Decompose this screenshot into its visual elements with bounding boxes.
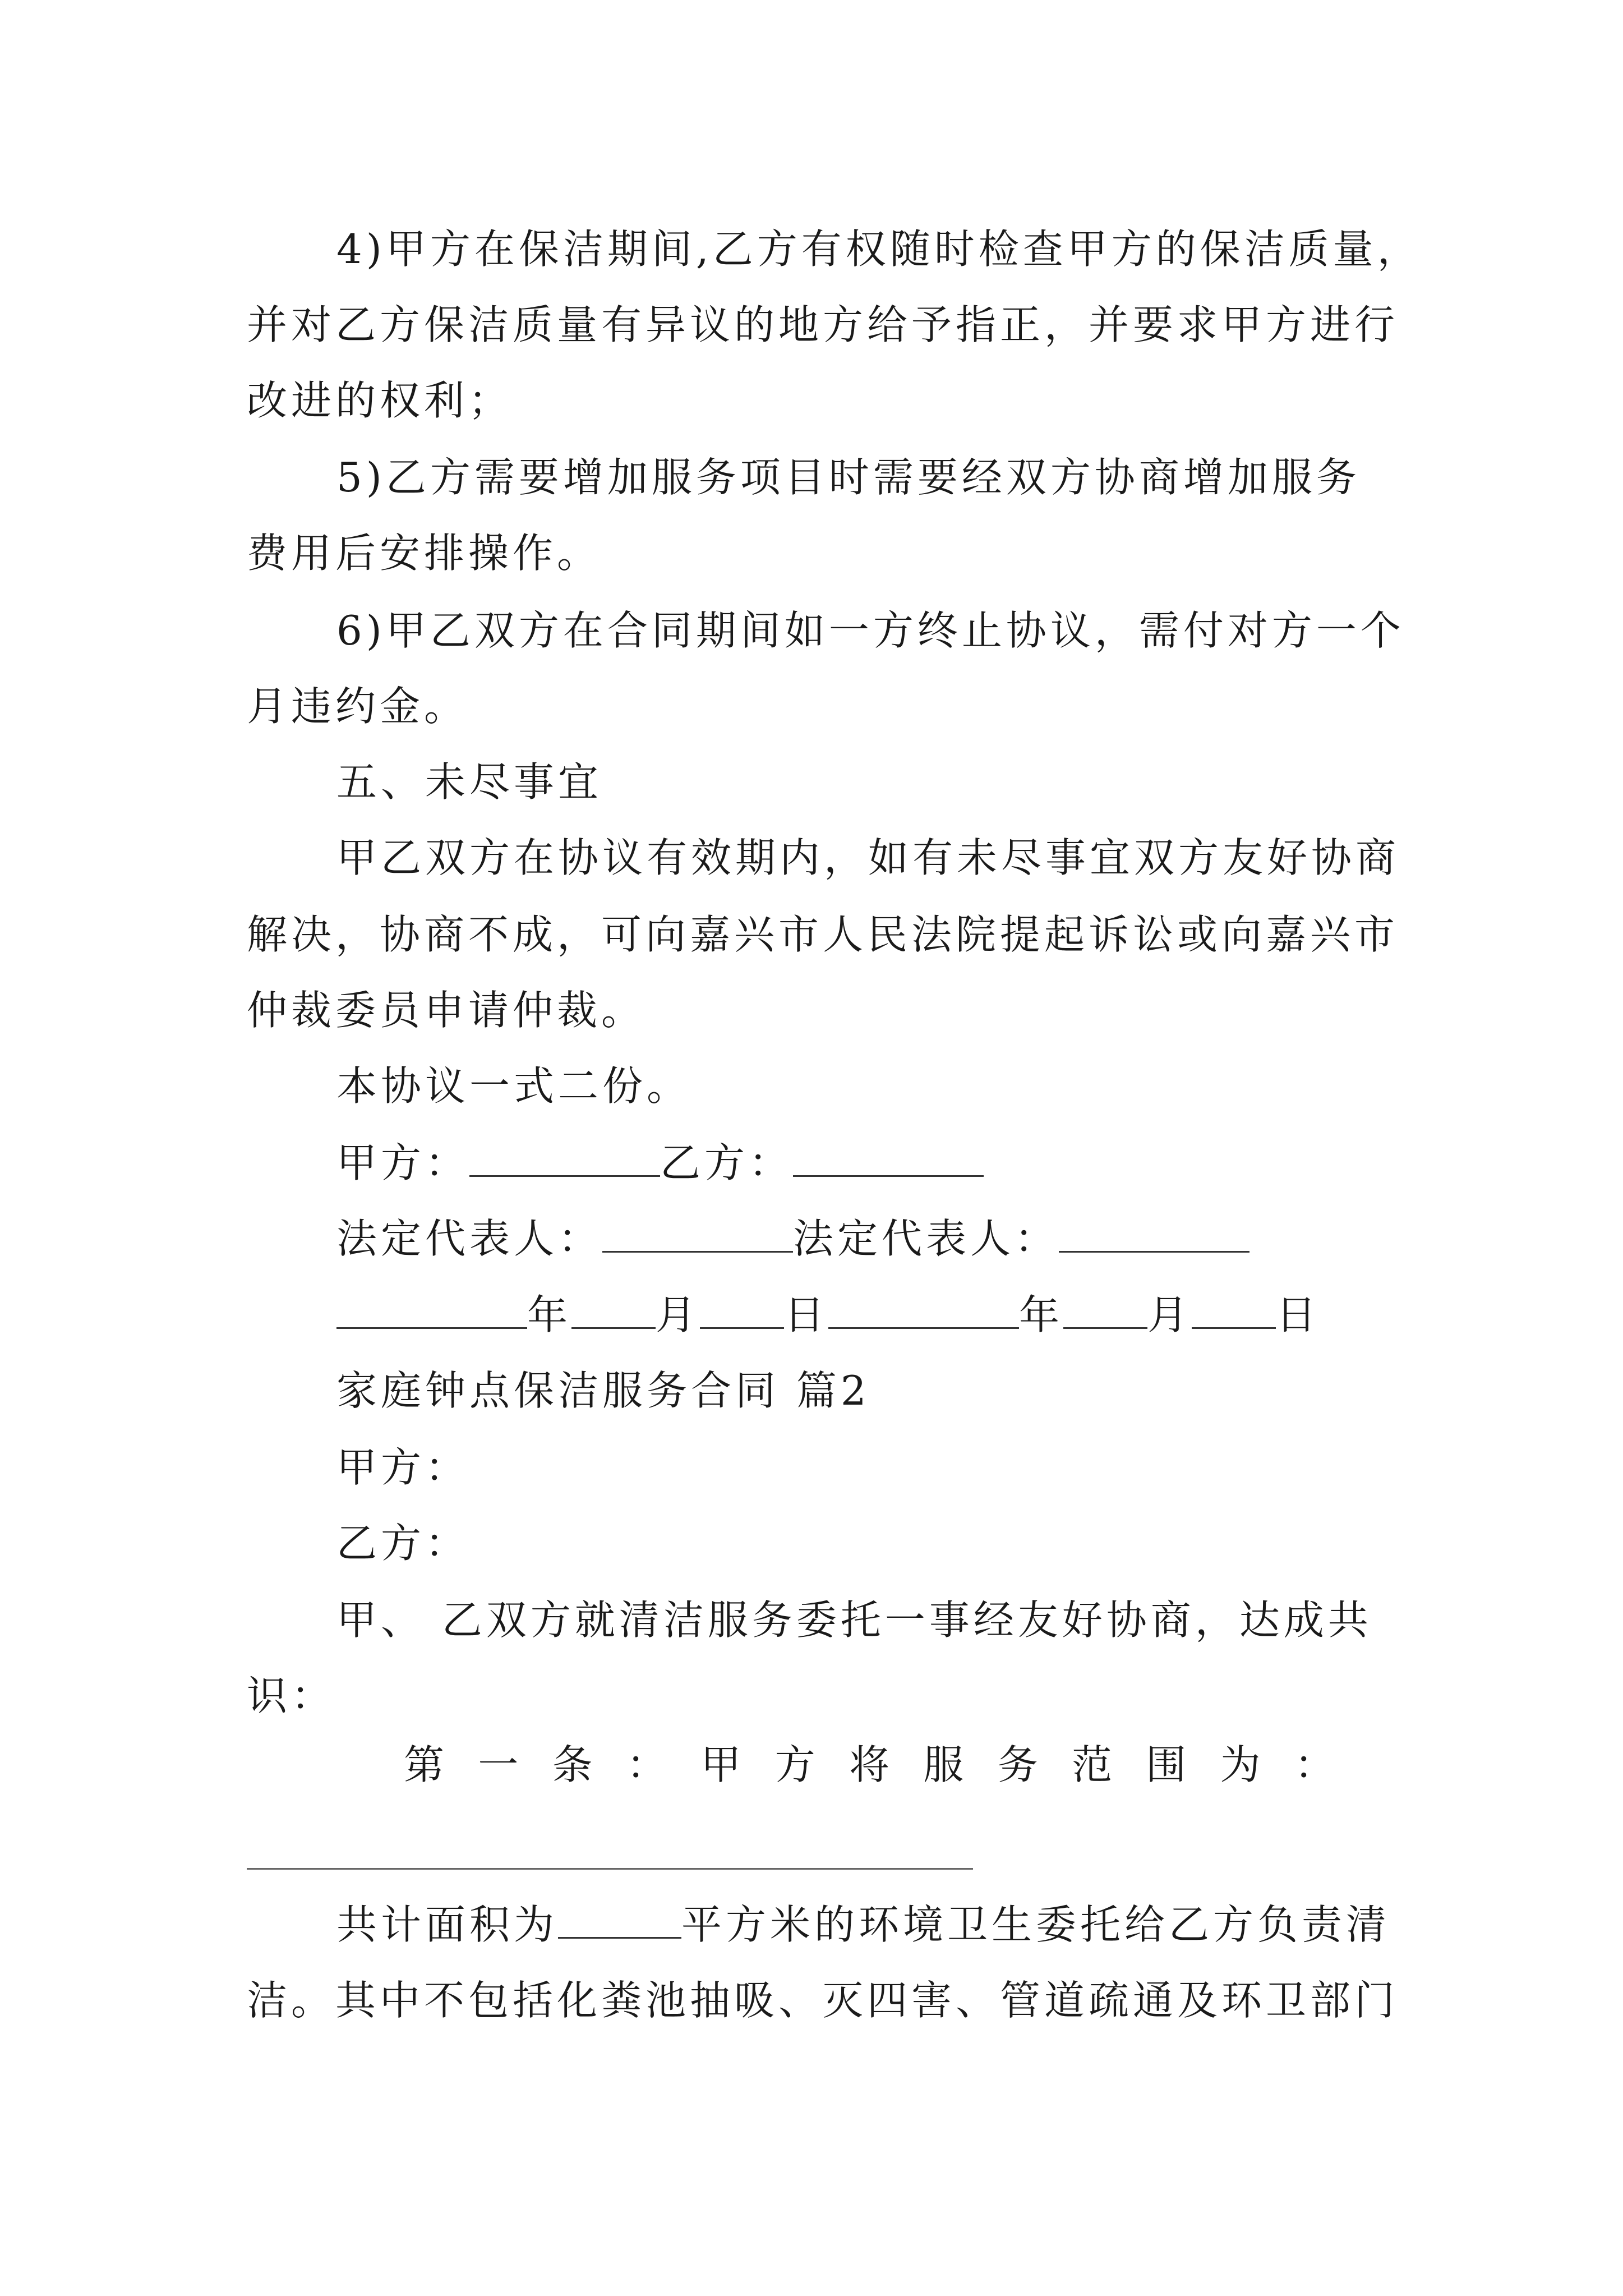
signature-representatives-row: [336, 1215, 1249, 1262]
article-char: 第: [404, 1741, 445, 1788]
article-char: 务: [997, 1741, 1038, 1788]
area-suffix: 平方米的环境卫生委托给乙方负责清: [681, 1901, 1391, 1948]
article-char: 围: [1146, 1741, 1187, 1788]
rep-b-label: 法定代表人：: [793, 1215, 1059, 1262]
section-2-party-a: 甲方：: [336, 1444, 470, 1491]
clause-4-line-1: 4)甲方在保洁期间,乙方有权随时检查甲方的保洁质量，: [336, 226, 1422, 273]
copies-line: 本协议一式二份。: [336, 1062, 691, 1110]
article-char: ：: [1294, 1741, 1335, 1788]
area-blank: [558, 1904, 681, 1939]
consensus-line-2: 识：: [247, 1672, 336, 1719]
day-a-label: 日: [784, 1291, 829, 1338]
month-a-label: 月: [656, 1291, 700, 1338]
year-a-label: 年: [527, 1291, 572, 1338]
disputes-line-3: 仲裁委员申请仲裁。: [247, 987, 646, 1034]
exclusions-line: 洁。其中不包括化粪池抽吸、灭四害、管道疏通及环卫部门: [247, 1977, 1399, 2024]
article-char: 范: [1071, 1741, 1112, 1788]
disputes-line-2: 解决，协商不成，可向嘉兴市人民法院提起诉讼或向嘉兴市: [247, 911, 1399, 958]
signature-date-row: [336, 1291, 1321, 1338]
month-b-blank: [1063, 1295, 1147, 1329]
disputes-line-1: 甲乙双方在协议有效期内，如有未尽事宜双方友好协商: [336, 834, 1400, 881]
day-b-label: 日: [1276, 1291, 1321, 1338]
clause-4-line-3: 改进的权利；: [247, 377, 513, 424]
section-5-heading: 五、未尽事宜: [336, 758, 603, 806]
party-a-label: 甲方：: [336, 1139, 470, 1186]
service-scope-blank-line: [247, 1868, 973, 1870]
rep-a-blank: [602, 1218, 793, 1253]
year-b-label: 年: [1019, 1291, 1064, 1338]
article-char: 甲: [700, 1741, 741, 1788]
day-b-blank: [1192, 1295, 1276, 1329]
month-a-blank: [571, 1295, 656, 1329]
article-char: 为: [1220, 1741, 1261, 1788]
article-char: 一: [478, 1741, 519, 1788]
article-1-line: [404, 1741, 1335, 1788]
area-line: [336, 1901, 1391, 1948]
day-a-blank: [700, 1295, 784, 1329]
clause-6-line-2: 月违约金。: [247, 683, 469, 730]
rep-a-label: 法定代表人：: [336, 1215, 603, 1262]
party-b-label: 乙方：: [660, 1139, 794, 1186]
article-char: 服: [923, 1741, 964, 1788]
year-a-blank: [336, 1295, 527, 1329]
article-char: ：: [626, 1741, 667, 1788]
rep-b-blank: [1059, 1218, 1249, 1253]
consensus-line-1: 甲、 乙双方就清洁服务委托一事经友好协商，达成共: [336, 1596, 1372, 1644]
month-b-label: 月: [1147, 1291, 1192, 1338]
party-b-blank: [793, 1143, 984, 1177]
section-2-party-b: 乙方：: [336, 1520, 470, 1567]
clause-5-line-1: 5)乙方需要增加服务项目时需要经双方协商增加服务: [336, 454, 1361, 501]
party-a-blank: [469, 1143, 660, 1177]
clause-4-line-2: 并对乙方保洁质量有异议的地方给予指正，并要求甲方进行: [247, 301, 1399, 348]
article-char: 方: [774, 1741, 815, 1788]
clause-5-line-2: 费用后安排操作。: [247, 530, 602, 577]
article-char: 条: [552, 1741, 593, 1788]
signature-parties-row: [336, 1139, 984, 1186]
section-2-title: 家庭钟点保洁服务合同 篇2: [336, 1367, 870, 1414]
article-char: 将: [849, 1741, 889, 1788]
year-b-blank: [828, 1295, 1019, 1329]
area-prefix: 共计面积为: [336, 1901, 559, 1948]
clause-6-line-1: 6)甲乙双方在合同期间如一方终止协议，需付对方一个: [336, 607, 1405, 654]
